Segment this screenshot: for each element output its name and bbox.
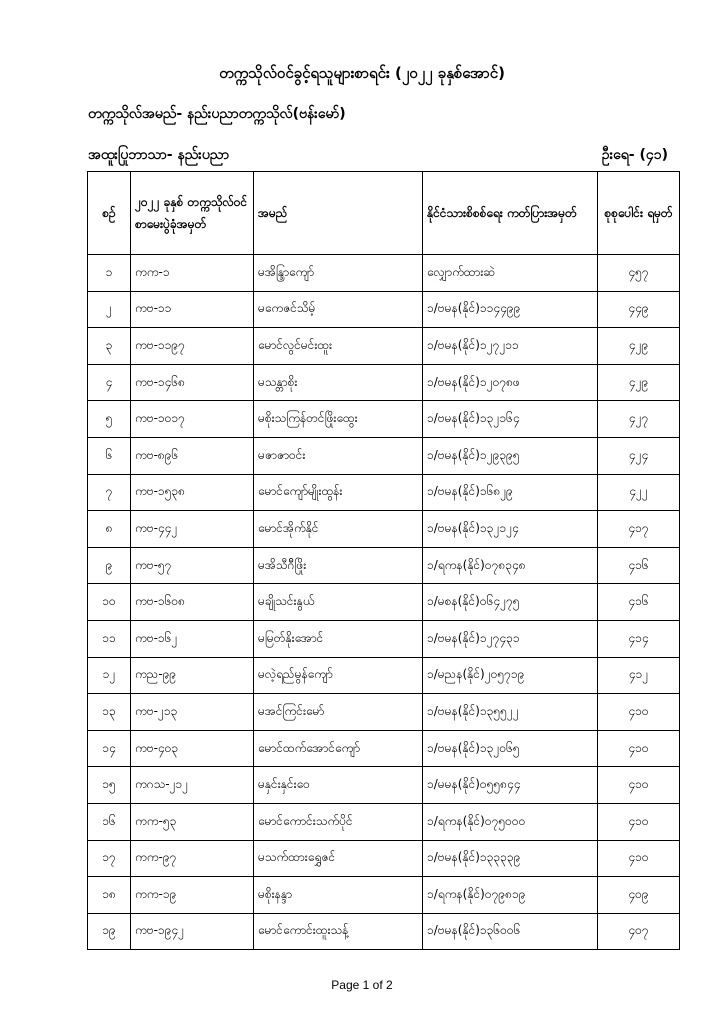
cell-serial: ၁၅ <box>88 767 131 804</box>
cell-serial: ၁၈ <box>88 877 131 914</box>
cell-name: မသန္တာစိုး <box>254 364 423 401</box>
cell-total-marks: ၄၂၄ <box>598 437 680 474</box>
cell-nrc: ၁/ဗမန(နိုင်)၁၂၀၇၈ဖ <box>423 364 598 401</box>
cell-name: မသက်ထားရွှေဇင် <box>254 840 423 877</box>
cell-serial: ၃ <box>88 328 131 365</box>
cell-exam-number: ကက-၅၃ <box>131 803 254 840</box>
page-footer: Page 1 of 2 <box>331 978 393 992</box>
cell-name: မလဲ့ရည်မွန်ကျော် <box>254 657 423 694</box>
table-row <box>88 913 680 950</box>
cell-nrc: ၁/ဗမန(နိုင်)၁၃၂၀၆၅ <box>423 730 598 767</box>
table-row <box>88 401 680 438</box>
cell-name: မမြတ်နိုးအောင် <box>254 620 423 657</box>
header-exam-number: ၂၀၂၂ ခုနှစ် တက္ကသိုလ်ဝင် စာမေးပွဲခုံအမှတ် <box>131 172 254 255</box>
table-row <box>88 437 680 474</box>
cell-nrc: ၁/ရကန(နိုင်)၀၇၉၈၁၉ <box>423 877 598 914</box>
cell-exam-number: ကဗ-၁၆၂ <box>131 620 254 657</box>
table-row <box>88 694 680 731</box>
cell-exam-number: ကည-၉၉ <box>131 657 254 694</box>
cell-nrc: ၁/မမန(နိုင်)၀၅၅၈၄၄ <box>423 767 598 804</box>
cell-name: မစိုးသကြန်တင်ဖြိုးထွေး <box>254 401 423 438</box>
table-row <box>88 840 680 877</box>
table-row <box>88 255 680 292</box>
cell-name: မချိုသင်းနွယ် <box>254 584 423 621</box>
cell-exam-number: ကဗ-၁၄၆၈ <box>131 364 254 401</box>
cell-total-marks: ၄၀၇ <box>598 913 680 950</box>
cell-total-marks: ၄၂၉ <box>598 328 680 365</box>
cell-nrc: ၁/ဗမန(နိုင်)၁၂၇၂၁၁ <box>423 328 598 365</box>
cell-name: မနှင်းနှင်းဝေ <box>254 767 423 804</box>
cell-nrc: ၁/မစန(နိုင်)၀၆၄၂၇၅ <box>423 584 598 621</box>
cell-total-marks: ၄၁၄ <box>598 620 680 657</box>
count-line: ဦးရေ- (၄၁) <box>601 147 668 163</box>
cell-total-marks: ၄၁၀ <box>598 840 680 877</box>
cell-nrc: ၁/ဗမန(နိုင်)၁၃၃၃၃၉ <box>423 840 598 877</box>
cell-nrc: ၁/ရကန(နိုင်)၀၇၈၃၄၈ <box>423 547 598 584</box>
table-row <box>88 547 680 584</box>
cell-total-marks: ၄၁၆ <box>598 547 680 584</box>
cell-nrc: ၁/ဗမန(နိုင်)၁၃၅၅၂၂ <box>423 694 598 731</box>
cell-serial: ၁ <box>88 255 131 292</box>
cell-name: မောင်ကျော်မျိုးထွန်း <box>254 474 423 511</box>
table-row <box>88 291 680 328</box>
cell-nrc: ၁/ဗမန(နိုင်)၁၁၄၄၉၉ <box>423 291 598 328</box>
cell-exam-number: ကဗ-၁၀၁၇ <box>131 401 254 438</box>
cell-nrc: ၁/မညန(နိုင်)၂၀၅၇၁၉ <box>423 657 598 694</box>
cell-serial: ၁၃ <box>88 694 131 731</box>
cell-serial: ၁၁ <box>88 620 131 657</box>
cell-serial: ၁၂ <box>88 657 131 694</box>
cell-exam-number: ကဗ-၁၆၀၈ <box>131 584 254 621</box>
cell-exam-number: ကဗ-၈၉၆ <box>131 437 254 474</box>
cell-nrc: ၁/ဗမန(နိုင်)၁၂၇၄၃၁ <box>423 620 598 657</box>
cell-exam-number: ကက-၁၉ <box>131 877 254 914</box>
cell-total-marks: ၄၁၀ <box>598 694 680 731</box>
cell-name: မောင်ထက်အောင်ကျော် <box>254 730 423 767</box>
document-title: တက္ကသိုလ်ဝင်ခွင့်ရသူများစာရင်း (၂၀၂၂ ခုနှစ်အောင်) <box>219 64 505 82</box>
header-nrc: နိုင်ငံသားစိစစ်ရေး ကတ်ပြားအမှတ် <box>423 172 598 255</box>
cell-total-marks: ၄၁၆ <box>598 584 680 621</box>
cell-nrc: ၁/ဗမန(နိုင်)၁၃၂၁၆၄ <box>423 401 598 438</box>
cell-nrc: ၁/ဗမန(နိုင်)၁၆၈၂၉ <box>423 474 598 511</box>
cell-name: မအိသီဂိီဖြိုး <box>254 547 423 584</box>
cell-exam-number: ကဗ-၁၁ <box>131 291 254 328</box>
table-row <box>88 657 680 694</box>
cell-serial: ၆ <box>88 437 131 474</box>
cell-serial: ၁၆ <box>88 803 131 840</box>
cell-total-marks: ၄၁၂ <box>598 657 680 694</box>
cell-nrc: ၁/ရကန(နိုင်)၀၇၅၀၀၀ <box>423 803 598 840</box>
table-row <box>88 730 680 767</box>
cell-serial: ၅ <box>88 401 131 438</box>
table-body <box>88 255 680 950</box>
cell-exam-number: ကဗ-၁၉၄၂ <box>131 913 254 950</box>
cell-nrc: ၁/ဗမန(နိုင်)၁၃၆၀၀၆ <box>423 913 598 950</box>
table-row <box>88 328 680 365</box>
cell-name: မကေဇင်သိမ့် <box>254 291 423 328</box>
cell-name: မောင်အိုက်နိုင် <box>254 511 423 548</box>
table-row <box>88 767 680 804</box>
cell-exam-number: ကဗ-၅၇ <box>131 547 254 584</box>
cell-serial: ၂ <box>88 291 131 328</box>
cell-serial: ၄ <box>88 364 131 401</box>
table-header-row <box>88 172 680 255</box>
cell-total-marks: ၄၁၇ <box>598 511 680 548</box>
cell-serial: ၈ <box>88 511 131 548</box>
cell-exam-number: ကဗ-၄၄၂ <box>131 511 254 548</box>
cell-exam-number: ကက-၉၇ <box>131 840 254 877</box>
cell-name: မဇာဇာဝင်း <box>254 437 423 474</box>
cell-name: မအိန္ဒြာကျော် <box>254 255 423 292</box>
header-name: အမည် <box>254 172 423 255</box>
university-line: တက္ကသိုလ်အမည်- နည်းပညာတက္ကသိုလ်(ဗန်းမော်) <box>88 106 346 122</box>
cell-name: မအင်ကြင်းမော် <box>254 694 423 731</box>
cell-exam-number: ကဂသ-၂၁၂ <box>131 767 254 804</box>
table-row <box>88 584 680 621</box>
cell-serial: ၁၉ <box>88 913 131 950</box>
cell-name: မောင်လွင်မင်းထူး <box>254 328 423 365</box>
header-serial: စဉ် <box>88 172 131 255</box>
table-row <box>88 620 680 657</box>
table-row <box>88 511 680 548</box>
cell-name: မစိုးနန္ဒာ <box>254 877 423 914</box>
cell-name: မောင်ကောင်းသက်ပိုင် <box>254 803 423 840</box>
subject-line: အထူးပြုဘာသာ- နည်းပညာ <box>88 147 230 163</box>
cell-exam-number: ကဗ-၁၁၉၇ <box>131 328 254 365</box>
cell-nrc: ၁/ဗမန(နိုင်)၁၂၉၃၉၅ <box>423 437 598 474</box>
table-row <box>88 474 680 511</box>
cell-exam-number: ကက-၁ <box>131 255 254 292</box>
cell-nrc: လျှောက်ထားဆဲ <box>423 255 598 292</box>
cell-total-marks: ၄၂၉ <box>598 364 680 401</box>
cell-total-marks: ၄၀၉ <box>598 877 680 914</box>
cell-total-marks: ၄၁၀ <box>598 767 680 804</box>
admission-table <box>87 171 680 950</box>
cell-serial: ၁၀ <box>88 584 131 621</box>
cell-total-marks: ၄၂၂ <box>598 474 680 511</box>
table-row <box>88 877 680 914</box>
cell-exam-number: ကဗ-၄၀၃ <box>131 730 254 767</box>
table-row <box>88 364 680 401</box>
cell-name: မောင်ကောင်းထူးသန့် <box>254 913 423 950</box>
cell-total-marks: ၄၅၇ <box>598 255 680 292</box>
cell-serial: ၁၇ <box>88 840 131 877</box>
cell-serial: ၉ <box>88 547 131 584</box>
cell-nrc: ၁/ဗမန(နိုင်)၁၃၂၁၂၄ <box>423 511 598 548</box>
cell-total-marks: ၄၁၀ <box>598 730 680 767</box>
cell-exam-number: ကဗ-၂၁၃ <box>131 694 254 731</box>
cell-total-marks: ၄၂၇ <box>598 401 680 438</box>
cell-exam-number: ကဗ-၁၅၃၈ <box>131 474 254 511</box>
cell-total-marks: ၄၄၉ <box>598 291 680 328</box>
cell-serial: ၁၄ <box>88 730 131 767</box>
header-total-marks: စုစုပေါင်း ရမှတ် <box>598 172 680 255</box>
cell-total-marks: ၄၁၀ <box>598 803 680 840</box>
table-row <box>88 803 680 840</box>
cell-serial: ၇ <box>88 474 131 511</box>
